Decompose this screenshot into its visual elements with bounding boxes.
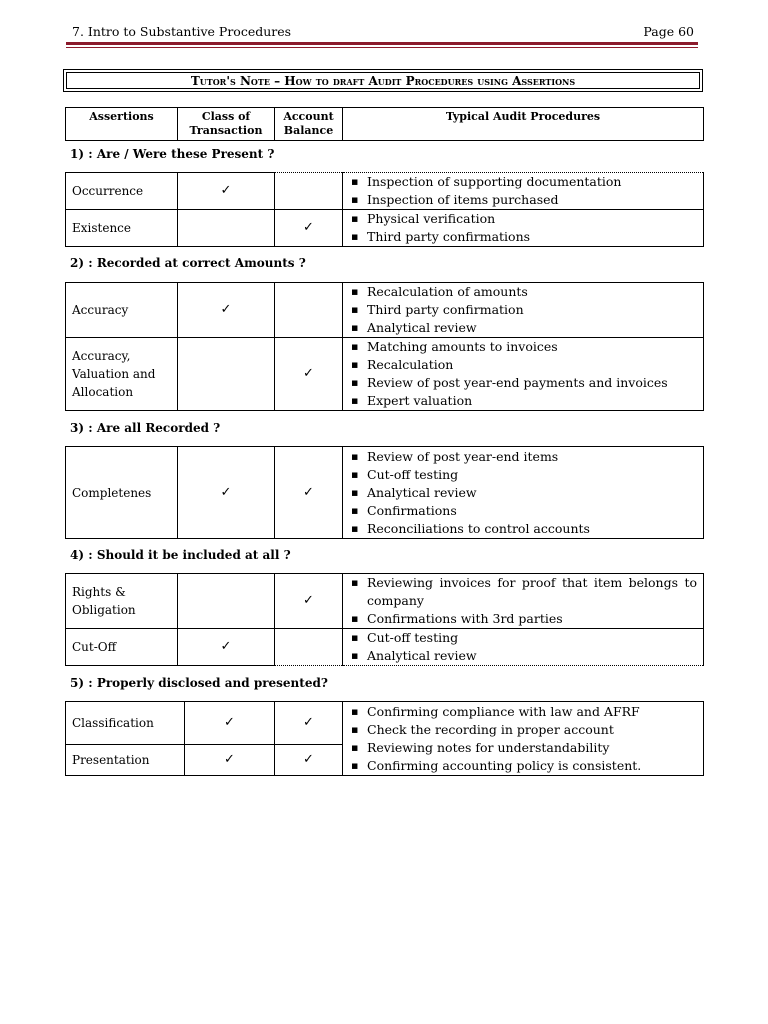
assertion-cell: Existence	[66, 210, 178, 247]
section-5-table	[65, 701, 704, 776]
list-item: ▪ Check the recording in proper account	[367, 721, 697, 739]
assertion-cell: Occurrence	[66, 173, 178, 210]
assertion-cell: Presentation	[66, 745, 185, 776]
list-item: ▪ Cut-off testing	[367, 466, 697, 484]
list-item: ▪ Inspection of items purchased	[367, 191, 697, 209]
table-row	[66, 574, 704, 629]
tutor-note-banner	[63, 69, 703, 92]
banner-title: Tutor's Note – How to draft Audit Procedures using Assertions	[66, 72, 700, 89]
list-item: ▪ Recalculation	[367, 356, 697, 374]
check-mark-icon: ✓	[275, 210, 343, 247]
procedures-cell	[343, 574, 704, 629]
assertion-cell: Cut-Off	[66, 629, 178, 666]
list-item: ▪ Third party confirmation	[367, 301, 697, 319]
col-class-of-transaction: Class of Transaction	[178, 108, 275, 141]
section-3-table	[65, 446, 704, 539]
check-mark-icon: ✓	[275, 447, 343, 539]
assertion-cell: Completenes	[66, 447, 178, 539]
list-item: ▪ Physical verification	[367, 210, 697, 228]
procedures-cell	[343, 173, 704, 210]
assertion-cell: Rights & Obligation	[66, 574, 178, 629]
check-mark-icon: ✓	[275, 745, 343, 776]
empty-cell	[275, 629, 343, 666]
table-row	[66, 283, 704, 338]
list-item: ▪ Third party confirmations	[367, 228, 697, 246]
header-rule-thick	[66, 42, 698, 45]
list-item: ▪ Inspection of supporting documentation	[367, 173, 697, 191]
check-mark-icon: ✓	[275, 702, 343, 745]
assertion-cell: Accuracy, Valuation and Allocation	[66, 338, 178, 411]
empty-cell	[178, 574, 275, 629]
list-item: ▪ Analytical review	[367, 647, 697, 665]
page-number: Page 60	[643, 24, 694, 39]
section-4-table	[65, 573, 704, 666]
col-typical-audit-procedures: Typical Audit Procedures	[343, 108, 704, 141]
list-item: ▪ Reviewing notes for understandability	[367, 739, 697, 757]
procedures-cell	[343, 629, 704, 666]
header-rule-thin	[66, 47, 698, 48]
check-mark-icon: ✓	[178, 173, 275, 210]
table-row	[66, 629, 704, 666]
procedures-cell	[343, 338, 704, 411]
list-item: ▪ Confirmations	[367, 502, 697, 520]
col-account-balance: Account Balance	[275, 108, 343, 141]
list-item: ▪ Confirmations with 3rd parties	[367, 610, 697, 628]
section-3-title: 3) : Are all Recorded ?	[70, 421, 221, 435]
list-item: ▪ Reconciliations to control accounts	[367, 520, 697, 538]
list-item: ▪ Matching amounts to invoices	[367, 338, 697, 356]
column-header-table	[65, 107, 704, 141]
section-2-title: 2) : Recorded at correct Amounts ?	[70, 256, 306, 270]
empty-cell	[275, 173, 343, 210]
list-item: ▪ Confirming accounting policy is consistent.	[367, 757, 697, 775]
assertion-cell: Classification	[66, 702, 185, 745]
section-4-title: 4) : Should it be included at all ?	[70, 548, 291, 562]
check-mark-icon: ✓	[275, 338, 343, 411]
procedures-cell	[343, 210, 704, 247]
check-mark-icon: ✓	[178, 283, 275, 338]
section-5-title: 5) : Properly disclosed and presented?	[70, 676, 328, 690]
list-item: ▪ Confirming compliance with law and AFRF	[367, 703, 697, 721]
table-row	[66, 210, 704, 247]
table-row	[66, 173, 704, 210]
list-item: ▪ Review of post year-end items	[367, 448, 697, 466]
empty-cell	[275, 283, 343, 338]
check-mark-icon: ✓	[185, 745, 275, 776]
table-row	[66, 702, 704, 745]
procedures-cell	[343, 283, 704, 338]
list-item: ▪ Cut-off testing	[367, 629, 697, 647]
section-2-table	[65, 282, 704, 411]
col-assertions: Assertions	[66, 108, 178, 141]
list-item: ▪ Analytical review	[367, 319, 697, 337]
list-item: ▪ Expert valuation	[367, 392, 697, 410]
chapter-title: 7. Intro to Substantive Procedures	[72, 24, 292, 39]
check-mark-icon: ✓	[178, 447, 275, 539]
assertion-cell: Accuracy	[66, 283, 178, 338]
empty-cell	[178, 210, 275, 247]
list-item: ▪ Analytical review	[367, 484, 697, 502]
table-row	[66, 447, 704, 539]
procedures-cell	[343, 702, 704, 776]
check-mark-icon: ✓	[185, 702, 275, 745]
page-header	[70, 23, 698, 41]
list-item: ▪ Recalculation of amounts	[367, 283, 697, 301]
empty-cell	[178, 338, 275, 411]
list-item: ▪ Review of post year-end payments and invoices	[367, 374, 697, 392]
check-mark-icon: ✓	[275, 574, 343, 629]
procedures-cell	[343, 447, 704, 539]
check-mark-icon: ✓	[178, 629, 275, 666]
section-1-title: 1) : Are / Were these Present ?	[70, 147, 275, 161]
section-1-table	[65, 172, 704, 247]
list-item: ▪ Reviewing invoices for proof that item belongs to company	[367, 574, 697, 610]
table-row	[66, 338, 704, 411]
